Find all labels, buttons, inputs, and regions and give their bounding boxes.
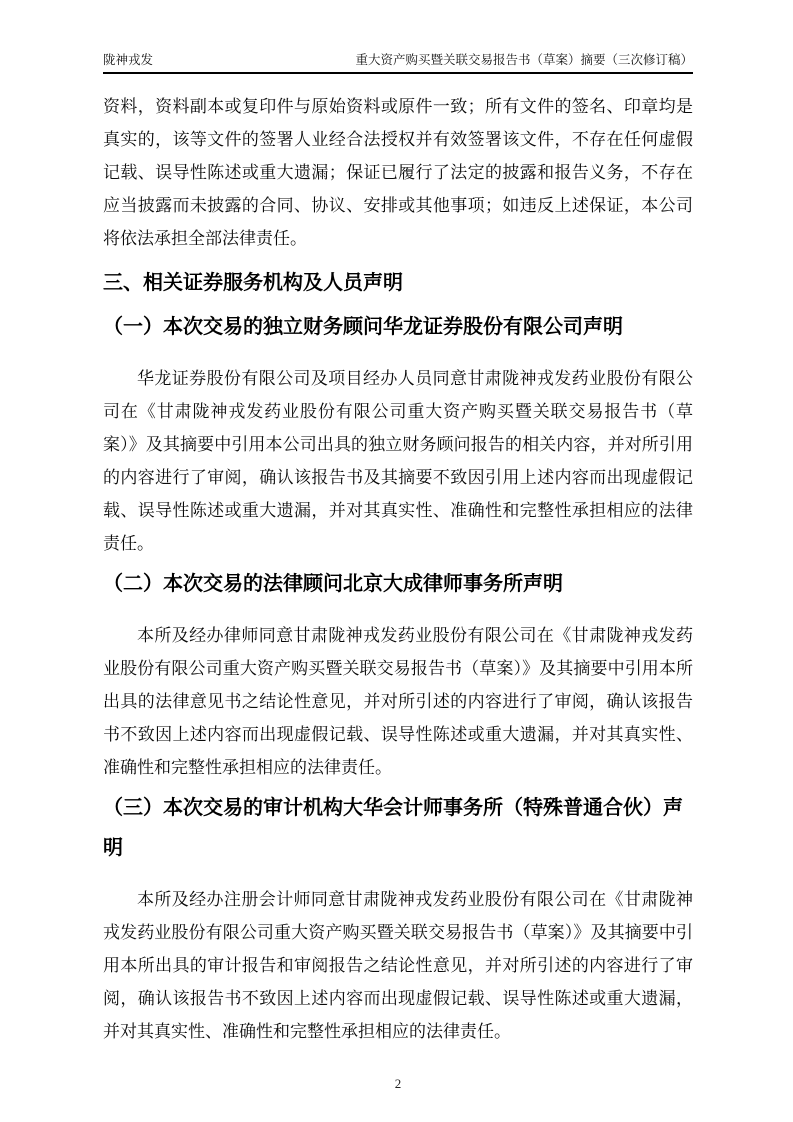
subsection-paragraph-financial-advisor: 华龙证券股份有限公司及项目经办人员同意甘肃陇神戎发药业股份有限公司在《甘肃陇神戎发药业股份有限公司重大资产购买暨关联交易报告书（草案）》及其摘要中引用本公司出具的独立财务顾问报告的相关内容，并对所引用的内容进行了审阅，确认该报告书及其摘要不致因引用上述内容而出现虚假记载、误导性陈述或重大遗漏，并对其真实性、准确性和完整性承担相应的法律责任。 [103, 369, 693, 553]
section-heading: 三、相关证券服务机构及人员声明 [103, 272, 403, 294]
subsection-heading-legal-counsel: （二）本次交易的法律顾问北京大成律师事务所声明 [103, 573, 563, 595]
subsection-heading-auditor: （三）本次交易的审计机构大华会计师事务所（特殊普通合伙）声明 [103, 797, 683, 859]
page-number: 2 [394, 1076, 402, 1091]
subsection-legal-counsel-statement [103, 564, 693, 784]
continued-paragraph: 资料，资料副本或复印件与原始资料或原件一致；所有文件的签名、印章均是真实的，该等文件的签署人业经合法授权并有效签署该文件，不存在任何虚假记载、误导性陈述或重大遗漏；保证已履行了法定的披露和报告义务，不存在应当披露而未披露的合同、协议、安排或其他事项；如违反上述保证，本公司将依法承担全部法律责任。 [103, 97, 693, 248]
header-doc-short-title: 陇神戎发 [103, 53, 154, 67]
page-header [103, 52, 693, 74]
subsection-paragraph-legal-counsel: 本所及经办律师同意甘肃陇神戎发药业股份有限公司在《甘肃陇神戎发药业股份有限公司重大资产购买暨关联交易报告书（草案）》及其摘要中引用本所出具的法律意见书之结论性意见，并对所引述的内容进行了审阅，确认该报告书不致因上述内容而出现虚假记载、误导性陈述或重大遗漏，并对其真实性、准确性和完整性承担相应的法律责任。 [103, 626, 693, 777]
document-body [103, 90, 693, 1048]
header-doc-full-title: 重大资产购买暨关联交易报告书（草案）摘要（三次修订稿） [355, 53, 693, 67]
page-footer [103, 1076, 693, 1092]
subsection-auditor-statement [103, 788, 693, 1048]
subsection-heading-financial-advisor: （一）本次交易的独立财务顾问华龙证券股份有限公司声明 [103, 316, 623, 338]
subsection-financial-advisor-statement [103, 307, 693, 560]
subsection-paragraph-auditor: 本所及经办注册会计师同意甘肃陇神戎发药业股份有限公司在《甘肃陇神戎发药业股份有限公司重大资产购买暨关联交易报告书（草案）》及其摘要中引用本所出具的审计报告和审阅报告之结论性意见，并对所引述的内容进行了审阅，确认该报告书不致因上述内容而出现虚假记载、误导性陈述或重大遗漏，并对其真实性、准确性和完整性承担相应的法律责任。 [103, 890, 693, 1041]
